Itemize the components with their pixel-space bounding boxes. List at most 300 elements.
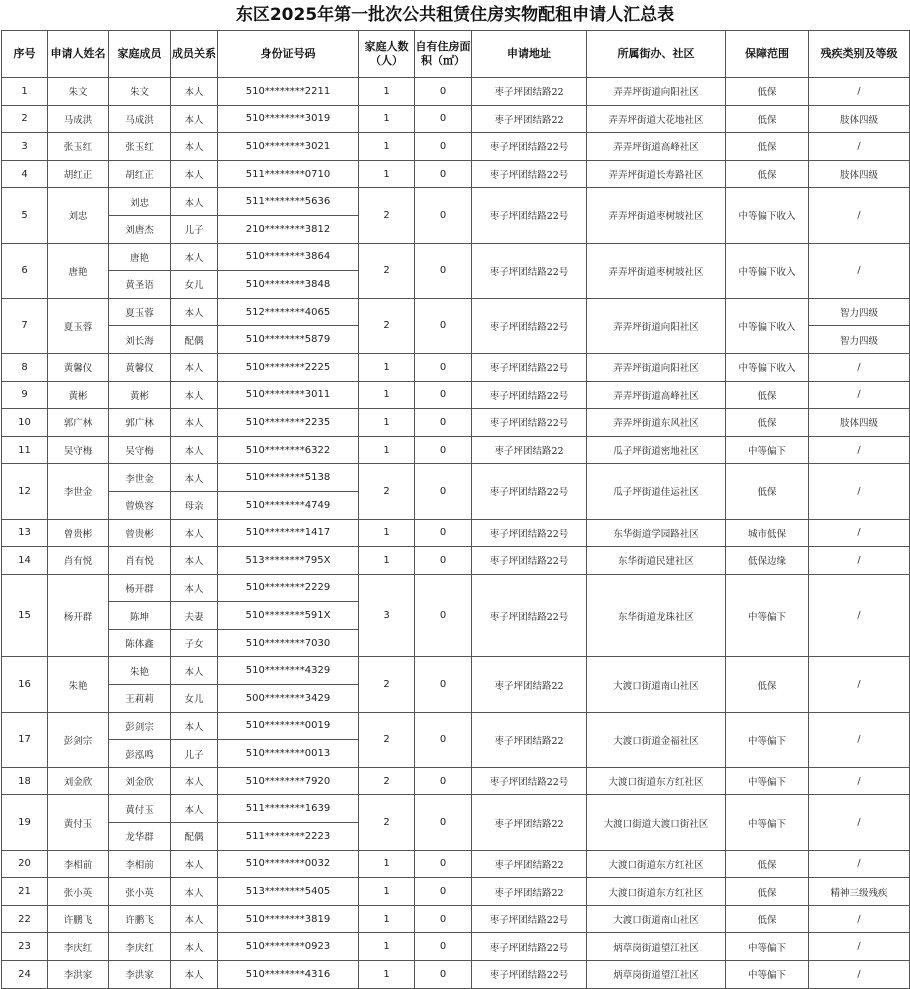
family-size: 2 (359, 712, 415, 767)
applicant-name: 黄馨仪 (48, 353, 109, 381)
family-member: 曾贵彬 (109, 519, 171, 547)
id-number: 513********795X (218, 547, 359, 575)
housing-area: 0 (415, 78, 472, 106)
coverage-scope: 低保 (726, 78, 809, 106)
family-member: 李相前 (109, 850, 171, 878)
id-number: 510********2235 (218, 409, 359, 437)
applicant-name: 刘忠 (48, 188, 109, 243)
application-address: 枣子坪团结路22号 (472, 160, 587, 188)
applicant-name: 朱艳 (48, 657, 109, 712)
coverage-scope: 中等偏下 (726, 933, 809, 961)
table-row (2, 133, 910, 161)
application-address: 枣子坪团结路22号 (472, 933, 587, 961)
page-title: 东区2025年第一批次公共租赁住房实物配租申请人汇总表 (235, 5, 675, 25)
family-member: 李庆红 (109, 933, 171, 961)
disability-level: / (809, 436, 910, 464)
row-number: 6 (2, 243, 48, 298)
row-number: 13 (2, 519, 48, 547)
housing-area: 0 (415, 298, 472, 353)
header-no: 序号 (2, 31, 48, 78)
disability-level: / (809, 712, 910, 767)
family-member: 唐艳 (109, 243, 171, 271)
id-number: 510********3819 (218, 905, 359, 933)
family-size: 1 (359, 933, 415, 961)
application-address: 枣子坪团结路22 (472, 436, 587, 464)
application-address: 枣子坪团结路22号 (472, 767, 587, 795)
header-family-size: 家庭人数（人） (359, 31, 415, 78)
table-row (2, 767, 910, 795)
id-number: 510********2229 (218, 574, 359, 602)
row-number: 10 (2, 409, 48, 437)
community: 东华街道龙珠社区 (587, 574, 726, 657)
id-number: 510********3021 (218, 133, 359, 161)
housing-area: 0 (415, 519, 472, 547)
table-row (2, 298, 910, 326)
row-number: 2 (2, 105, 48, 133)
member-relation: 本人 (171, 850, 218, 878)
community: 弄弄坪街道高峰社区 (587, 133, 726, 161)
member-relation: 本人 (171, 298, 218, 326)
disability-level: / (809, 574, 910, 657)
family-member: 刘长海 (109, 326, 171, 354)
application-address: 枣子坪团结路22号 (472, 547, 587, 575)
applicant-name: 黄付玉 (48, 795, 109, 850)
id-number: 510********591X (218, 602, 359, 630)
table-row (2, 409, 910, 437)
applicant-name: 张玉红 (48, 133, 109, 161)
applicant-name: 李庆红 (48, 933, 109, 961)
family-member: 曾焕容 (109, 491, 171, 519)
row-number: 24 (2, 961, 48, 989)
table-row (2, 436, 910, 464)
family-member: 彭剑宗 (109, 712, 171, 740)
housing-area: 0 (415, 878, 472, 906)
table-row (2, 243, 910, 271)
applicant-name: 曾贵彬 (48, 519, 109, 547)
id-number: 513********5405 (218, 878, 359, 906)
row-number: 8 (2, 353, 48, 381)
table-row (2, 657, 910, 685)
community: 瓜子坪街道密地社区 (587, 436, 726, 464)
application-address: 枣子坪团结路22号 (472, 574, 587, 657)
row-number: 9 (2, 381, 48, 409)
disability-level: / (809, 353, 910, 381)
coverage-scope: 低保 (726, 381, 809, 409)
table-row (2, 78, 910, 106)
member-relation: 本人 (171, 795, 218, 823)
id-number: 510********7030 (218, 629, 359, 657)
family-size: 1 (359, 160, 415, 188)
housing-area: 0 (415, 657, 472, 712)
application-address: 枣子坪团结路22号 (472, 905, 587, 933)
housing-area: 0 (415, 767, 472, 795)
row-number: 20 (2, 850, 48, 878)
member-relation: 儿子 (171, 740, 218, 768)
housing-area: 0 (415, 850, 472, 878)
housing-area: 0 (415, 712, 472, 767)
member-relation: 本人 (171, 712, 218, 740)
family-size: 2 (359, 188, 415, 243)
member-relation: 本人 (171, 160, 218, 188)
family-member: 马成洪 (109, 105, 171, 133)
member-relation: 本人 (171, 767, 218, 795)
community: 瓜子坪街道佳运社区 (587, 464, 726, 519)
family-member: 黄圣语 (109, 271, 171, 299)
family-member: 陈体鑫 (109, 629, 171, 657)
header-housing-area: 自有住房面积（㎡） (415, 31, 472, 78)
applicant-name: 刘金欣 (48, 767, 109, 795)
family-member: 龙华群 (109, 823, 171, 851)
disability-level: / (809, 464, 910, 519)
coverage-scope: 低保 (726, 160, 809, 188)
family-member: 朱文 (109, 78, 171, 106)
application-address: 枣子坪团结路22号 (472, 409, 587, 437)
family-member: 刘忠 (109, 188, 171, 216)
id-number: 510********2225 (218, 353, 359, 381)
family-size: 1 (359, 381, 415, 409)
family-size: 1 (359, 961, 415, 989)
application-address: 枣子坪团结路22号 (472, 519, 587, 547)
family-member: 李洪家 (109, 961, 171, 989)
table-row (2, 105, 910, 133)
member-relation: 女儿 (171, 685, 218, 713)
family-size: 1 (359, 353, 415, 381)
coverage-scope: 中等偏下收入 (726, 298, 809, 353)
community: 弄弄坪街道东风社区 (587, 409, 726, 437)
row-number: 12 (2, 464, 48, 519)
id-number: 510********5879 (218, 326, 359, 354)
coverage-scope: 低保 (726, 133, 809, 161)
row-number: 21 (2, 878, 48, 906)
family-member: 张小英 (109, 878, 171, 906)
family-member: 陈坤 (109, 602, 171, 630)
family-size: 1 (359, 547, 415, 575)
family-size: 3 (359, 574, 415, 657)
member-relation: 本人 (171, 381, 218, 409)
coverage-scope: 中等偏下 (726, 436, 809, 464)
housing-area: 0 (415, 436, 472, 464)
housing-area: 0 (415, 188, 472, 243)
member-relation: 本人 (171, 657, 218, 685)
family-size: 1 (359, 905, 415, 933)
applicant-name: 张小英 (48, 878, 109, 906)
housing-area: 0 (415, 243, 472, 298)
header-family-member: 家庭成员 (109, 31, 171, 78)
member-relation: 本人 (171, 409, 218, 437)
id-number: 210********3812 (218, 215, 359, 243)
id-number: 510********5138 (218, 464, 359, 492)
member-relation: 本人 (171, 353, 218, 381)
disability-level: 肢体四级 (809, 105, 910, 133)
id-number: 510********6322 (218, 436, 359, 464)
table-row (2, 933, 910, 961)
table-row (2, 795, 910, 823)
family-member: 杨开群 (109, 574, 171, 602)
coverage-scope: 低保 (726, 850, 809, 878)
family-size: 1 (359, 105, 415, 133)
member-relation: 本人 (171, 133, 218, 161)
id-number: 510********0923 (218, 933, 359, 961)
community: 弄弄坪街道向阳社区 (587, 298, 726, 353)
coverage-scope: 低保 (726, 905, 809, 933)
member-relation: 女儿 (171, 271, 218, 299)
member-relation: 夫妻 (171, 602, 218, 630)
application-address: 枣子坪团结路22号 (472, 381, 587, 409)
disability-level: / (809, 933, 910, 961)
applicant-name: 夏玉蓉 (48, 298, 109, 353)
applicant-name: 彭剑宗 (48, 712, 109, 767)
family-member: 彭泓鸣 (109, 740, 171, 768)
id-number: 510********0019 (218, 712, 359, 740)
disability-level: / (809, 243, 910, 298)
table-row (2, 547, 910, 575)
disability-level: / (809, 795, 910, 850)
community: 炳草岗街道望江社区 (587, 933, 726, 961)
id-number: 511********5636 (218, 188, 359, 216)
row-number: 19 (2, 795, 48, 850)
row-number: 7 (2, 298, 48, 353)
header-community: 所属街办、社区 (587, 31, 726, 78)
member-relation: 本人 (171, 78, 218, 106)
family-size: 1 (359, 133, 415, 161)
applicant-name: 唐艳 (48, 243, 109, 298)
community: 大渡口街道大渡口街社区 (587, 795, 726, 850)
housing-area: 0 (415, 795, 472, 850)
community: 大渡口街道东方红社区 (587, 767, 726, 795)
family-size: 2 (359, 795, 415, 850)
id-number: 510********4329 (218, 657, 359, 685)
applicant-name: 杨开群 (48, 574, 109, 657)
id-number: 510********3864 (218, 243, 359, 271)
applicant-name: 马成洪 (48, 105, 109, 133)
community: 东华街道学园路社区 (587, 519, 726, 547)
family-member: 郭广林 (109, 409, 171, 437)
community: 大渡口街道南山社区 (587, 905, 726, 933)
member-relation: 母亲 (171, 491, 218, 519)
disability-level: 肢体四级 (809, 160, 910, 188)
family-member: 刘金欣 (109, 767, 171, 795)
application-address: 枣子坪团结路22号 (472, 133, 587, 161)
id-number: 500********3429 (218, 685, 359, 713)
coverage-scope: 低保 (726, 878, 809, 906)
coverage-scope: 中等偏下 (726, 712, 809, 767)
family-size: 1 (359, 519, 415, 547)
family-size: 2 (359, 243, 415, 298)
disability-level: / (809, 850, 910, 878)
header-row (2, 31, 910, 78)
disability-level: 智力四级 (809, 298, 910, 326)
family-member: 夏玉蓉 (109, 298, 171, 326)
coverage-scope: 中等偏下 (726, 795, 809, 850)
family-member: 张玉红 (109, 133, 171, 161)
table-row (2, 160, 910, 188)
member-relation: 本人 (171, 961, 218, 989)
coverage-scope: 低保边缘 (726, 547, 809, 575)
application-address: 枣子坪团结路22 (472, 850, 587, 878)
table-row (2, 712, 910, 740)
application-address: 枣子坪团结路22 (472, 878, 587, 906)
row-number: 1 (2, 78, 48, 106)
housing-area: 0 (415, 353, 472, 381)
disability-level: / (809, 381, 910, 409)
row-number: 17 (2, 712, 48, 767)
id-number: 512********4065 (218, 298, 359, 326)
family-size: 1 (359, 878, 415, 906)
id-number: 511********2223 (218, 823, 359, 851)
application-address: 枣子坪团结路22 (472, 78, 587, 106)
community: 炳草岗街道望江社区 (587, 961, 726, 989)
coverage-scope: 城市低保 (726, 519, 809, 547)
applicant-name: 李洪家 (48, 961, 109, 989)
row-number: 4 (2, 160, 48, 188)
application-address: 枣子坪团结路22 (472, 712, 587, 767)
family-size: 2 (359, 464, 415, 519)
table-row (2, 961, 910, 989)
header-disability: 残疾类别及等级 (809, 31, 910, 78)
disability-level: / (809, 519, 910, 547)
row-number: 5 (2, 188, 48, 243)
coverage-scope: 中等偏下收入 (726, 188, 809, 243)
member-relation: 本人 (171, 905, 218, 933)
applicant-name: 肖有悦 (48, 547, 109, 575)
id-number: 510********4749 (218, 491, 359, 519)
community: 大渡口街道南山社区 (587, 657, 726, 712)
family-size: 2 (359, 298, 415, 353)
family-member: 吴守梅 (109, 436, 171, 464)
coverage-scope: 低保 (726, 105, 809, 133)
community: 大渡口街道东方红社区 (587, 850, 726, 878)
community: 大渡口街道东方红社区 (587, 878, 726, 906)
row-number: 23 (2, 933, 48, 961)
family-member: 许鹏飞 (109, 905, 171, 933)
id-number: 510********0013 (218, 740, 359, 768)
coverage-scope: 中等偏下收入 (726, 353, 809, 381)
id-number: 511********0710 (218, 160, 359, 188)
application-address: 枣子坪团结路22号 (472, 961, 587, 989)
application-address: 枣子坪团结路22号 (472, 243, 587, 298)
family-member: 朱艳 (109, 657, 171, 685)
community: 弄弄坪街道大花地社区 (587, 105, 726, 133)
member-relation: 本人 (171, 105, 218, 133)
family-member: 黄馨仪 (109, 353, 171, 381)
community: 弄弄坪街道枣树坡社区 (587, 188, 726, 243)
member-relation: 配偶 (171, 823, 218, 851)
housing-area: 0 (415, 160, 472, 188)
community: 弄弄坪街道长寿路社区 (587, 160, 726, 188)
community: 弄弄坪街道向阳社区 (587, 353, 726, 381)
id-number: 511********1639 (218, 795, 359, 823)
id-number: 510********3019 (218, 105, 359, 133)
family-size: 1 (359, 409, 415, 437)
family-member: 黄彬 (109, 381, 171, 409)
member-relation: 子女 (171, 629, 218, 657)
application-address: 枣子坪团结路22号 (472, 353, 587, 381)
family-member: 肖有悦 (109, 547, 171, 575)
housing-area: 0 (415, 547, 472, 575)
housing-area: 0 (415, 574, 472, 657)
housing-area: 0 (415, 409, 472, 437)
id-number: 510********3011 (218, 381, 359, 409)
table-row (2, 519, 910, 547)
housing-area: 0 (415, 464, 472, 519)
header-scope: 保障范围 (726, 31, 809, 78)
disability-level: 精神三级残疾 (809, 878, 910, 906)
table-row (2, 878, 910, 906)
housing-area: 0 (415, 961, 472, 989)
header-address: 申请地址 (472, 31, 587, 78)
header-applicant-name: 申请人姓名 (48, 31, 109, 78)
row-number: 11 (2, 436, 48, 464)
application-address: 枣子坪团结路22号 (472, 188, 587, 243)
disability-level: / (809, 133, 910, 161)
member-relation: 儿子 (171, 215, 218, 243)
application-address: 枣子坪团结路22 (472, 795, 587, 850)
housing-area: 0 (415, 933, 472, 961)
community: 弄弄坪街道高峰社区 (587, 381, 726, 409)
row-number: 22 (2, 905, 48, 933)
table-row (2, 905, 910, 933)
family-member: 胡红正 (109, 160, 171, 188)
row-number: 3 (2, 133, 48, 161)
community: 东华街道民建社区 (587, 547, 726, 575)
applicant-table (1, 30, 910, 989)
disability-level: / (809, 961, 910, 989)
disability-level: / (809, 547, 910, 575)
housing-area: 0 (415, 905, 472, 933)
disability-level: / (809, 78, 910, 106)
applicant-name: 郭广林 (48, 409, 109, 437)
table-row (2, 464, 910, 492)
id-number: 510********1417 (218, 519, 359, 547)
application-address: 枣子坪团结路22 (472, 657, 587, 712)
disability-level: / (809, 767, 910, 795)
member-relation: 本人 (171, 243, 218, 271)
disability-level: / (809, 188, 910, 243)
table-row (2, 381, 910, 409)
coverage-scope: 中等偏下 (726, 961, 809, 989)
applicant-name: 李相前 (48, 850, 109, 878)
applicant-name: 许鹏飞 (48, 905, 109, 933)
coverage-scope: 低保 (726, 464, 809, 519)
family-size: 1 (359, 850, 415, 878)
table-row (2, 188, 910, 216)
member-relation: 配偶 (171, 326, 218, 354)
id-number: 510********4316 (218, 961, 359, 989)
applicant-name: 黄彬 (48, 381, 109, 409)
coverage-scope: 低保 (726, 409, 809, 437)
member-relation: 本人 (171, 188, 218, 216)
row-number: 15 (2, 574, 48, 657)
housing-area: 0 (415, 381, 472, 409)
disability-level: 智力四级 (809, 326, 910, 354)
community: 大渡口街道金福社区 (587, 712, 726, 767)
applicant-name: 吴守梅 (48, 436, 109, 464)
row-number: 18 (2, 767, 48, 795)
applicant-name: 胡红正 (48, 160, 109, 188)
member-relation: 本人 (171, 519, 218, 547)
family-size: 2 (359, 767, 415, 795)
id-number: 510********2211 (218, 78, 359, 106)
application-address: 枣子坪团结路22号 (472, 298, 587, 353)
table-row (2, 850, 910, 878)
family-member: 刘唐杰 (109, 215, 171, 243)
applicant-name: 李世金 (48, 464, 109, 519)
header-id-number: 身份证号码 (218, 31, 359, 78)
housing-area: 0 (415, 105, 472, 133)
member-relation: 本人 (171, 878, 218, 906)
id-number: 510********0032 (218, 850, 359, 878)
id-number: 510********7920 (218, 767, 359, 795)
